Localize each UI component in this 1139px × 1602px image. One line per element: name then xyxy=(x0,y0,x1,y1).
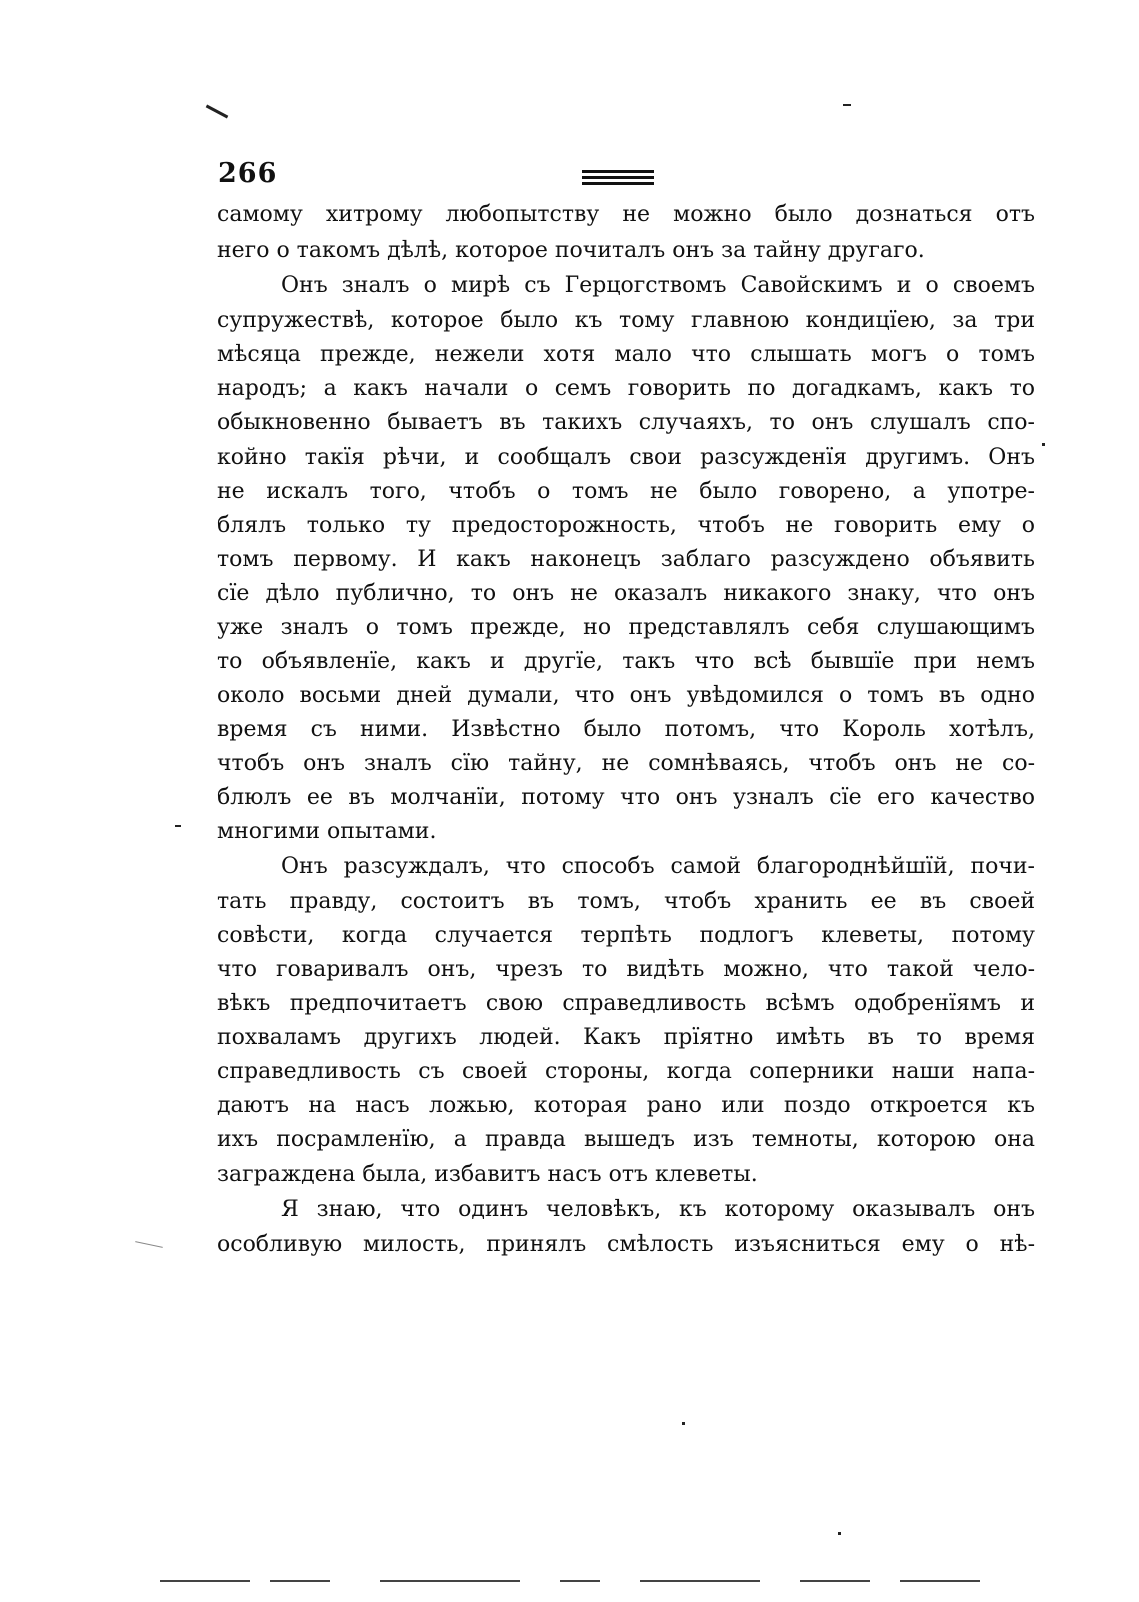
text-line: не искалъ того, чтобъ о томъ не было говорено, а употре- xyxy=(217,479,1035,504)
text-line: народъ; а какъ начали о семъ говорить по догадкамъ, какъ то xyxy=(217,376,1035,401)
text-line: Онъ зналъ о мирѣ съ Герцогствомъ Савойскимъ и о своемъ xyxy=(281,273,1035,298)
text-line: него о такомъ дѣлѣ, которое почиталъ онъ за тайну другаго. xyxy=(217,238,925,263)
scan-mark xyxy=(206,105,229,119)
scan-mark xyxy=(843,104,851,106)
text-line: Онъ разсуждалъ, что способъ самой благороднѣйшїй, почи- xyxy=(281,854,1035,879)
text-line: койно такїя рѣчи, и сообщалъ свои разсужденїя другимъ. Онъ xyxy=(217,445,1035,470)
scan-mark xyxy=(800,1580,870,1582)
page-number: 266 xyxy=(218,158,278,189)
text-line: супружествѣ, которое было къ тому главною кондицїею, за три xyxy=(217,308,1035,333)
text-line: уже зналъ о томъ прежде, но представлялъ себя слушающимъ xyxy=(217,615,1035,640)
text-line: вѣкъ предпочитаетъ свою справедливость всѣмъ одобренїямъ и xyxy=(217,991,1035,1016)
text-line: чтобъ онъ зналъ сїю тайну, не сомнѣваясь, чтобъ онъ не со- xyxy=(217,751,1035,776)
text-line: самому хитрому любопытству не можно было дознаться отъ xyxy=(217,202,1035,227)
text-line: ихъ посрамленїю, а правда вышедъ изъ темноты, которою она xyxy=(217,1127,1035,1152)
scan-mark xyxy=(560,1580,600,1582)
text-line: даютъ на насъ ложью, которая рано или поздо откроется къ xyxy=(217,1093,1035,1118)
scan-mark xyxy=(838,1532,841,1535)
scan-mark xyxy=(380,1580,520,1582)
header-ornament xyxy=(582,170,654,186)
text-line: обыкновенно бываетъ въ такихъ случаяхъ, то онъ слушалъ спо- xyxy=(217,410,1035,435)
text-line: блялъ только ту предосторожность, чтобъ не говорить ему о xyxy=(217,513,1035,538)
text-line: многими опытами. xyxy=(217,819,437,844)
text-line: особливую милость, принялъ смѣлость изъясниться ему о нѣ- xyxy=(217,1232,1035,1257)
text-line: томъ первому. И какъ наконецъ заблаго разсуждено объявить xyxy=(217,547,1035,572)
text-line: то объявленїе, какъ и другїе, такъ что всѣ бывшїе при немъ xyxy=(217,649,1035,674)
text-line: блюлъ ее въ молчанїи, потому что онъ узналъ сїе его качество xyxy=(217,785,1035,810)
text-line: мѣсяца прежде, нежели хотя мало что слышать могъ о томъ xyxy=(217,342,1035,367)
text-line: совѣсти, когда случается терпѣть подлогъ клеветы, потому xyxy=(217,923,1035,948)
scan-mark xyxy=(175,825,181,827)
text-line: тать правду, состоитъ въ томъ, чтобъ хранить ее въ своей xyxy=(217,889,1035,914)
text-line: около восьми дней думали, что онъ увѣдомился о томъ въ одно xyxy=(217,683,1035,708)
text-line: похваламъ другихъ людей. Какъ прїятно имѣть въ то время xyxy=(217,1025,1035,1050)
text-line: что говаривалъ онъ, чрезъ то видѣть можно, что такой чело- xyxy=(217,957,1035,982)
scan-mark xyxy=(682,1422,685,1425)
scan-mark xyxy=(640,1580,760,1582)
scan-mark xyxy=(160,1580,250,1582)
text-line: сїе дѣло публично, то онъ не оказалъ никакого знаку, что онъ xyxy=(217,581,1035,606)
scan-mark xyxy=(270,1580,330,1582)
text-line: время съ ними. Извѣстно было потомъ, что Король хотѣлъ, xyxy=(217,717,1035,742)
scan-mark xyxy=(135,1241,163,1248)
text-line: заграждена была, избавитъ насъ отъ клеветы. xyxy=(217,1162,758,1187)
text-line: справедливость съ своей стороны, когда соперники наши напа- xyxy=(217,1059,1035,1084)
scan-mark xyxy=(1042,443,1045,446)
text-line: Я знаю, что одинъ человѣкъ, къ которому оказывалъ онъ xyxy=(281,1197,1035,1222)
scan-mark xyxy=(900,1580,980,1582)
